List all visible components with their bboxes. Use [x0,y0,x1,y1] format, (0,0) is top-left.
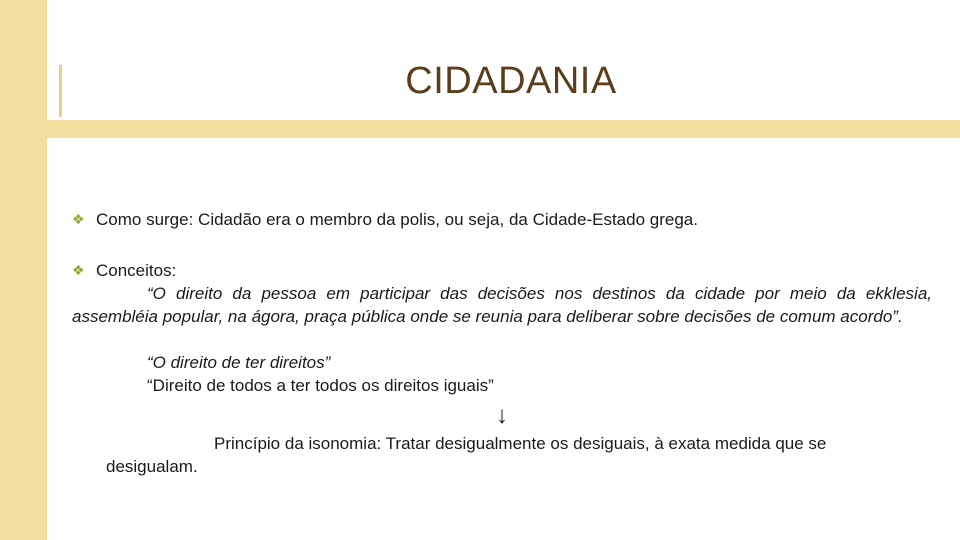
bullet-conceitos-text: Conceitos: [96,261,177,280]
bullet-como-surge [72,208,932,231]
diamond-bullet-icon: ❖ [72,211,85,227]
quote-direito-de-ter-direitos: “O direito de ter direitos” [147,353,331,372]
title-underline-band [47,120,960,138]
quote-direitos-iguais: “Direito de todos a ter todos os direitos iguais” [147,376,494,395]
slide-title: CIDADANIA [405,60,617,102]
bullet-como-surge-text: Como surge: Cidadão era o membro da polis, ou seja, da Cidade-Estado grega. [96,210,698,229]
principle-isonomia: Princípio da isonomia: Tratar desigualmente os desiguais, à exata medida que se desigualam. [106,434,827,476]
quote-definition: “O direito da pessoa em participar das decisões nos destinos da cidade por meio da ekklesia, assembléia popular, na ágora, praça pública onde se reunia para deliberar sobre decisões de comum acordo”. [72,284,932,326]
left-decorative-band [0,0,47,540]
bullet-conceitos [72,259,932,282]
down-arrow-icon: ↓ [496,402,508,429]
diamond-bullet-icon: ❖ [72,262,85,278]
